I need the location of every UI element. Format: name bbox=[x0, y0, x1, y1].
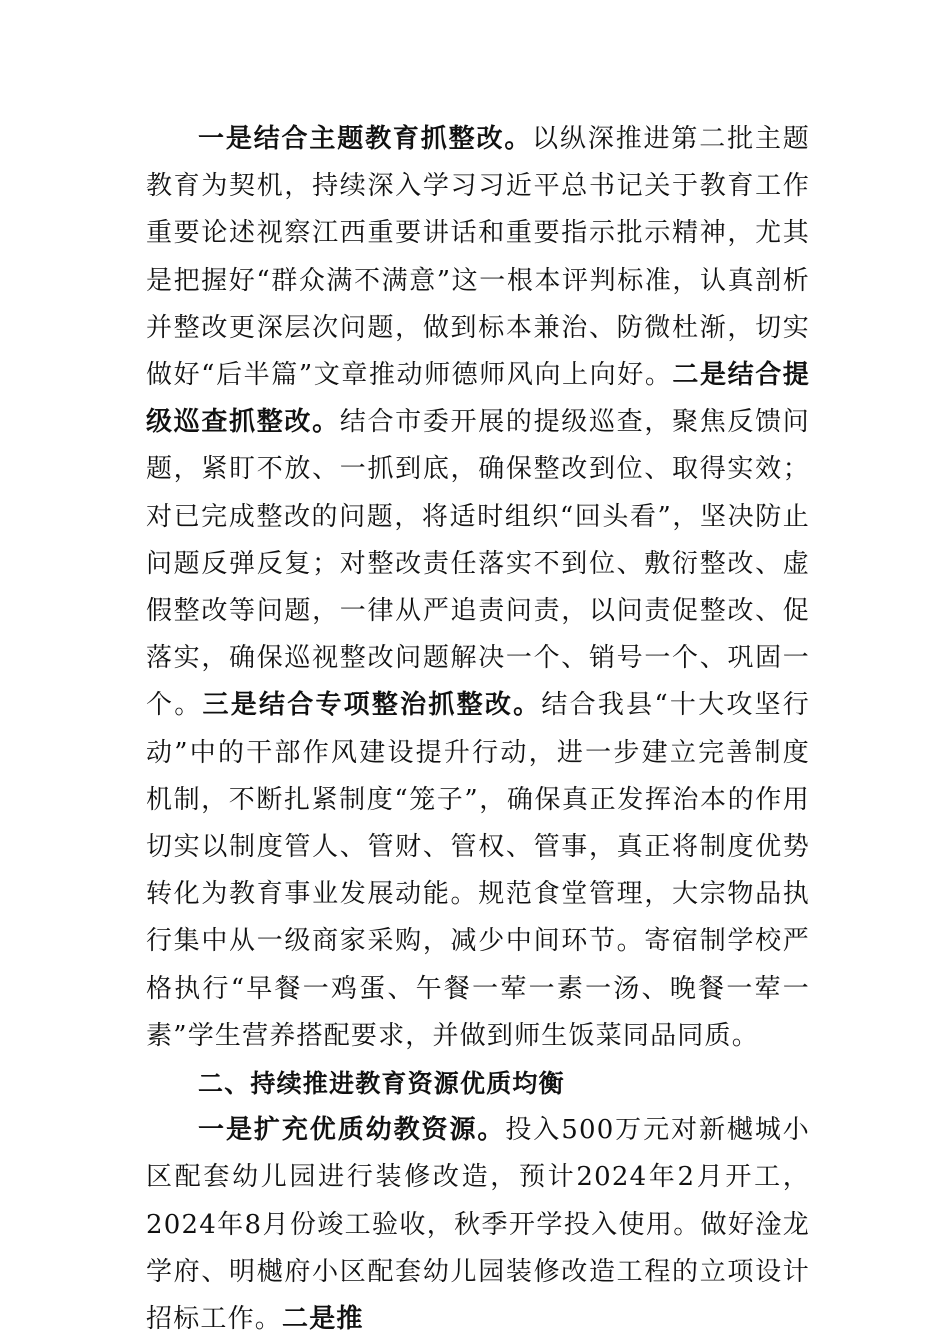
paragraph-resources bbox=[146, 1107, 810, 1343]
paragraph-lead: 一是扩充优质幼教资源。 bbox=[198, 1115, 506, 1146]
paragraph-text: 投入500万元对新樾城小区配套幼儿园进行装修改造，预计2024年2月开工，2024年8月份竣工验收，秋季开学投入使用。做好淦龙学府、明樾府小区配套幼儿园装修改造工程的立项设计招标工作。 bbox=[146, 1115, 810, 1335]
paragraph-text: 以纵深推进第二批主题教育为契机，持续深入学习习近平总书记关于教育工作重要论述视察江西重要讲话和重要指示批示精神，尤其是把握好“群众满不满意”这一根本评判标准，认真剖析并整改更深层次问题，做到标本兼治、防微杜渐，切实做好“后半篇”文章推动师德师风向上向好。 bbox=[146, 124, 810, 391]
paragraph-lead: 二是推 bbox=[282, 1304, 364, 1335]
paragraph-rectification bbox=[146, 116, 810, 1060]
paragraph-text: 结合我县“十大攻坚行动”中的干部作风建设提升行动，进一步建立完善制度机制，不断扎紧制度“笼子”，确保真正发挥治本的作用切实以制度管人、管财、管权、管事，真正将制度优势转化为教育事业发展动能。规范食堂管理，大宗物品执行集中从一级商家采购，减少中间环节。寄宿制学校严格执行“早餐一鸡蛋、午餐一荤一素一汤、晚餐一荤一素”学生营养搭配要求，并做到师生饭菜同品同质。 bbox=[146, 690, 811, 1051]
paragraph-text: 结合市委开展的提级巡查，聚焦反馈问题，紧盯不放、一抓到底，确保整改到位、取得实效；对已完成整改的问题，将适时组织“回头看”，坚决防止问题反弹反复；对整改责任落实不到位、敷衍整改、虚假整改等问题，一律从严追责问责，以问责促整改、促落实，确保巡视整改问题解决一个、销号一个、巩固一个。 bbox=[146, 407, 810, 721]
document-body bbox=[146, 116, 810, 1343]
paragraph-lead: 一是结合主题教育抓整改。 bbox=[198, 124, 533, 154]
paragraph-lead: 二是结合提级巡查抓整改。 bbox=[146, 360, 810, 438]
section-heading: 二、持续推进教育资源优质均衡 bbox=[198, 1069, 565, 1099]
paragraph-lead: 三是结合专项整治抓整改。 bbox=[202, 690, 542, 721]
